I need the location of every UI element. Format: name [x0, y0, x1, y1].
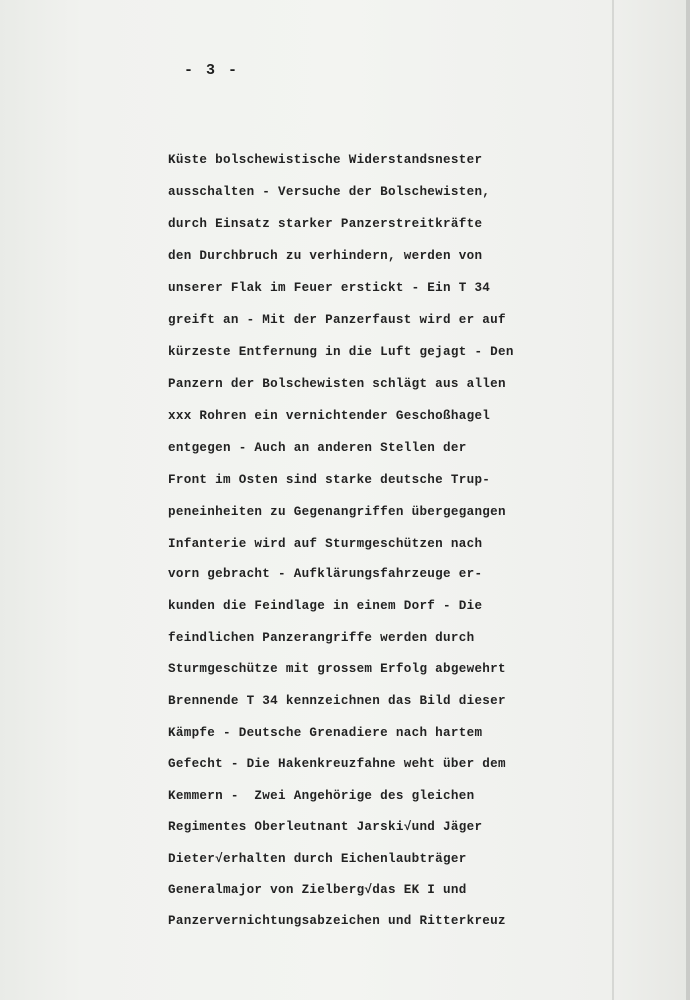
text-line: feindlichen Panzerangriffe werden durch — [168, 631, 475, 645]
page-number: - 3 - — [184, 62, 240, 79]
text-line: Brennende T 34 kennzeichnen das Bild dieser — [168, 694, 506, 708]
paper-fold-shadow — [612, 0, 614, 1000]
text-line: Sturmgeschütze mit grossem Erfolg abgewehrt — [168, 662, 506, 676]
text-line: Panzervernichtungsabzeichen und Ritterkreuz — [168, 914, 506, 928]
text-line: kürzeste Entfernung in die Luft gejagt - Den — [168, 345, 514, 359]
text-line: Kämpfe - Deutsche Grenadiere nach hartem — [168, 726, 483, 740]
text-line: unserer Flak im Feuer erstickt - Ein T 34 — [168, 281, 491, 295]
text-line: Infanterie wird auf Sturmgeschützen nach — [168, 537, 483, 551]
text-line: Dieter√erhalten durch Eichenlaubträger — [168, 852, 467, 866]
paper-edge-shadow — [686, 0, 690, 1000]
text-line: Gefecht - Die Hakenkreuzfahne weht über dem — [168, 757, 506, 771]
text-line: Front im Osten sind starke deutsche Trup- — [168, 473, 491, 487]
text-line: peneinheiten zu Gegenangriffen übergegangen — [168, 505, 506, 519]
text-line: entgegen - Auch an anderen Stellen der — [168, 441, 467, 455]
text-line: Regimentes Oberleutnant Jarski√und Jäger — [168, 820, 483, 834]
text-line: durch Einsatz starker Panzerstreitkräfte — [168, 217, 483, 231]
text-line: Kemmern - Zwei Angehörige des gleichen — [168, 789, 475, 803]
text-line: kunden die Feindlage in einem Dorf - Die — [168, 599, 483, 613]
text-line: xxx Rohren ein vernichtender Geschoßhagel — [168, 409, 491, 423]
text-line: Küste bolschewistische Widerstandsnester — [168, 153, 483, 167]
text-line: Panzern der Bolschewisten schlägt aus allen — [168, 377, 506, 391]
text-line: den Durchbruch zu verhindern, werden von — [168, 249, 483, 263]
text-line: Generalmajor von Zielberg√das EK I und — [168, 883, 467, 897]
text-line: greift an - Mit der Panzerfaust wird er auf — [168, 313, 506, 327]
text-line: vorn gebracht - Aufklärungsfahrzeuge er- — [168, 567, 483, 581]
text-line: ausschalten - Versuche der Bolschewisten, — [168, 185, 491, 199]
